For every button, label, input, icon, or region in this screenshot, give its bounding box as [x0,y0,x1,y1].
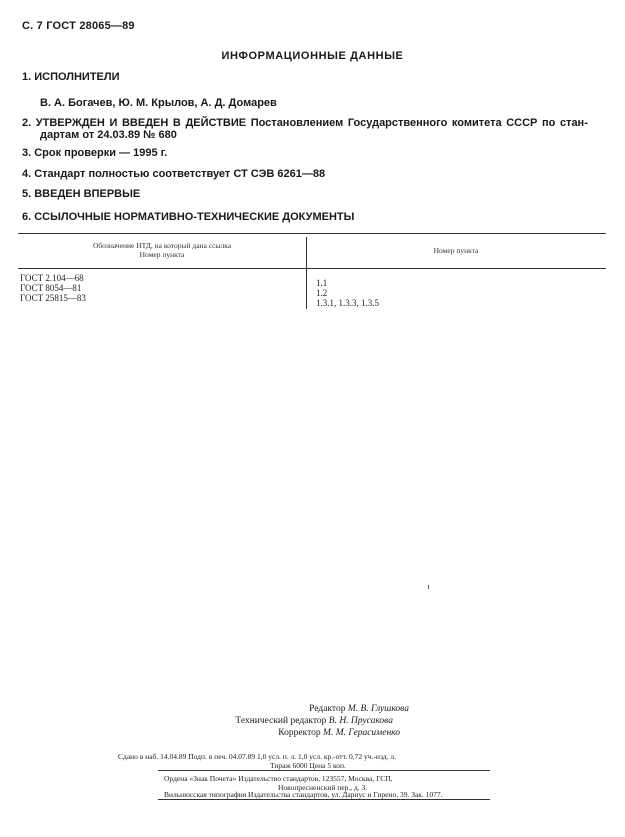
credit-name: М. В. Глушкова [347,704,409,714]
table-cell-clause: 1.1 [316,278,328,288]
imprint-line5: Вильнюсская типография Издательства стандартов, ул. Дариус и Гирено, 39. Зак. 1077. [164,790,443,799]
imprint-line3: Ордена «Знак Почета» Издательство стандартов, 123557, Москва, ГСП, [164,774,393,783]
item-4: 4. Стандарт полностью соответствует СТ СЭВ 6261—88 [22,168,326,180]
credit-role: Корректор [278,728,321,738]
table-top-rule [18,233,606,234]
word: по [541,117,556,129]
word: СССР [506,117,538,129]
table-header-rule [18,268,606,269]
word: И [109,117,118,129]
item-1-heading: 1. ИСПОЛНИТЕЛИ [22,71,120,83]
word: 2. [22,117,32,129]
col1-header-line1: Обозначение НТД, на который дана ссылка [92,241,232,250]
col2-header: Номер пункта [433,246,479,255]
word: Постановлением [250,117,344,129]
item-3: 3. Срок проверки — 1995 г. [22,147,168,159]
word: ВВЕДЕН [121,117,169,129]
imprint-line2: Тираж 6000 Цена 5 коп. [270,761,346,770]
col1-header [18,241,306,259]
print-speck [428,585,429,589]
table-cell-doc: ГОСТ 8054—81 [20,283,82,293]
item-1-authors: В. А. Богачев, Ю. М. Крылов, А. Д. Домарев [40,97,277,109]
word: УТВЕРЖДЕН [35,117,105,129]
imprint-line4: Новопресненский пер., д. 3. [278,783,368,792]
item-2-line1 [22,117,588,129]
credit-role: Редактор [309,704,346,714]
table-cell-clause: 1.2 [316,288,328,298]
table-cell-clause: 1.3.1, 1.3.3, 1.3.5 [316,298,379,308]
page-header: С. 7 ГОСТ 28065—89 [22,20,135,32]
imprint-rule-1 [158,770,490,771]
credit-name: В. Н. Прусакова [328,716,393,726]
table-cell-doc: ГОСТ 25815—83 [20,293,86,303]
col1-header-line2: Номер пункта [139,250,185,259]
word: В [172,117,181,129]
table-column-divider [306,237,307,309]
item-5: 5. ВВЕДЕН ВПЕРВЫЕ [22,188,141,200]
word: комитета [451,117,502,129]
word: стан- [559,117,588,129]
credit-proofreader [0,728,400,738]
credit-tech-editor [0,716,393,726]
credit-role: Технический редактор [235,716,327,726]
credit-name: М. М. Герасименко [323,728,400,738]
imprint-rule-2 [158,799,490,800]
word: Государственного [347,117,448,129]
document-title: ИНФОРМАЦИОННЫЕ ДАННЫЕ [221,50,404,62]
item-2-line2: дартам от 24.03.89 № 680 [40,129,177,141]
table-cell-doc: ГОСТ 2.104—68 [20,273,84,283]
imprint-line1: Сдано в наб. 14.04.89 Подп. в печ. 04.07.89 1,0 усл. п. л. 1,0 усл. кр.-отт. 0,72 уч.-изд. л. [118,752,396,761]
item-6: 6. ССЫЛОЧНЫЕ НОРМАТИВНО-ТЕХНИЧЕСКИЕ ДОКУМЕНТЫ [22,211,355,223]
credit-editor [9,704,409,714]
word: ДЕЙСТВИЕ [185,117,247,129]
